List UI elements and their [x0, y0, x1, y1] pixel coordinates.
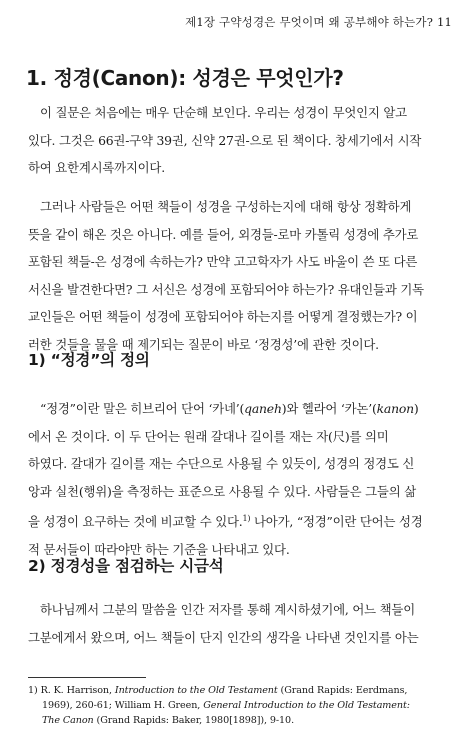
text-run: )	[413, 401, 419, 416]
paragraph-line: 하여 요한계시록까지이다.	[28, 160, 165, 175]
paragraph-3	[28, 395, 442, 563]
paragraph-2	[28, 193, 442, 358]
transliteration-qaneh: qaneh	[244, 401, 282, 416]
paragraph-line: 뜻을 같이 해온 것은 아니다. 예를 들어, 외경들-로마 카톨릭 성경에 추가로	[28, 226, 419, 242]
footnote-divider	[28, 677, 146, 678]
page-number: 11	[436, 15, 452, 29]
paragraph-line	[28, 395, 442, 423]
paragraph-line: 하였다. 갈대가 길이를 재는 수단으로 사용될 수 있듯이, 성경의 정경도 신	[28, 456, 415, 471]
paragraph-line: 러한 것들을 물을 때 제기되는 질문이 바로 ‘정경성’에 관한 것이다.	[28, 336, 379, 352]
subsection-title-tests: 2) 정경성을 점검하는 시금석	[28, 557, 224, 575]
paragraph-1	[28, 99, 442, 182]
book-title: Introduction to the Old Testament	[114, 685, 278, 696]
text-run: (Grand Rapids: Eerdmans,	[277, 685, 408, 696]
book-title: The Canon	[42, 715, 94, 726]
running-title: 제1장 구약성경은 무엇이며 왜 공부해야 하는가?	[185, 15, 434, 29]
paragraph-line: 서신을 발견한다면? 그 서신은 성경에 포함되어야 하는가? 유대인들과 기독	[28, 281, 424, 297]
paragraph-line: 적 문서들이 따라야만 하는 기준을 나타내고 있다.	[28, 541, 290, 557]
subsection-title-definition: 1) “정경”의 정의	[28, 351, 150, 369]
text-run: 1969), 260-61; William H. Green,	[42, 700, 204, 711]
paragraph-line: 있다. 그것은 66권-구약 39권, 신약 27권-으로 된 책이다. 창세기에서 시작	[28, 132, 422, 148]
paragraph-4	[28, 596, 442, 651]
transliteration-kanon: kanon	[376, 401, 414, 416]
text-run: )와 헬라어 ‘카논’(	[281, 401, 377, 416]
book-title: General Introduction to the Old Testament:	[203, 700, 410, 711]
text-run: 1) R. K. Harrison,	[28, 685, 115, 696]
paragraph-line: 하나님께서 그분의 말씀을 인간 저자를 통해 계시하셨기에, 어느 책들이	[40, 602, 415, 617]
text-run: 을 성경이 요구하는 것에 비교할 수 있다.	[28, 514, 243, 530]
paragraph-line: 그분에게서 왔으며, 어느 책들이 단지 인간의 생각을 나타낸 것인지를 아는	[28, 629, 419, 645]
paragraph-line: 앙과 실천(행위)을 측정하는 표준으로 사용될 수 있다. 사람들은 그들의 삶	[28, 483, 416, 499]
text-run: 나아가, “정경”이란 단어는 성경	[250, 514, 423, 530]
paragraph-line: 에서 온 것이다. 이 두 단어는 원래 갈대나 길이를 재는 자(尺)를 의미	[28, 428, 389, 444]
running-header	[18, 14, 452, 30]
text-run: (Grand Rapids: Baker, 1980[1898]), 9-10.	[93, 715, 295, 726]
text-run: “정경”이란 말은 히브리어 단어 ‘카네’(	[40, 401, 245, 416]
footnote-line	[28, 698, 448, 713]
footnote-line	[28, 713, 448, 728]
paragraph-line: 교인들은 어떤 책들이 성경에 포함되어야 하는지를 어떻게 결정했는가? 이	[28, 309, 418, 324]
paragraph-line: 이 질문은 처음에는 매우 단순해 보인다. 우리는 성경이 무엇인지 알고	[40, 105, 407, 120]
footnote-marker: 1)	[242, 514, 251, 523]
footnote	[28, 683, 448, 728]
paragraph-line	[28, 505, 442, 536]
paragraph-line: 포함된 책들-은 성경에 속하는가? 만약 고고학자가 사도 바울이 쓴 또 다른	[28, 254, 418, 269]
paragraph-line: 그러나 사람들은 어떤 책들이 성경을 구성하는지에 대해 항상 정확하게	[40, 199, 412, 214]
footnote-line	[28, 683, 448, 698]
section-title: 1. 정경(Canon): 성경은 무엇인가?	[26, 66, 344, 90]
